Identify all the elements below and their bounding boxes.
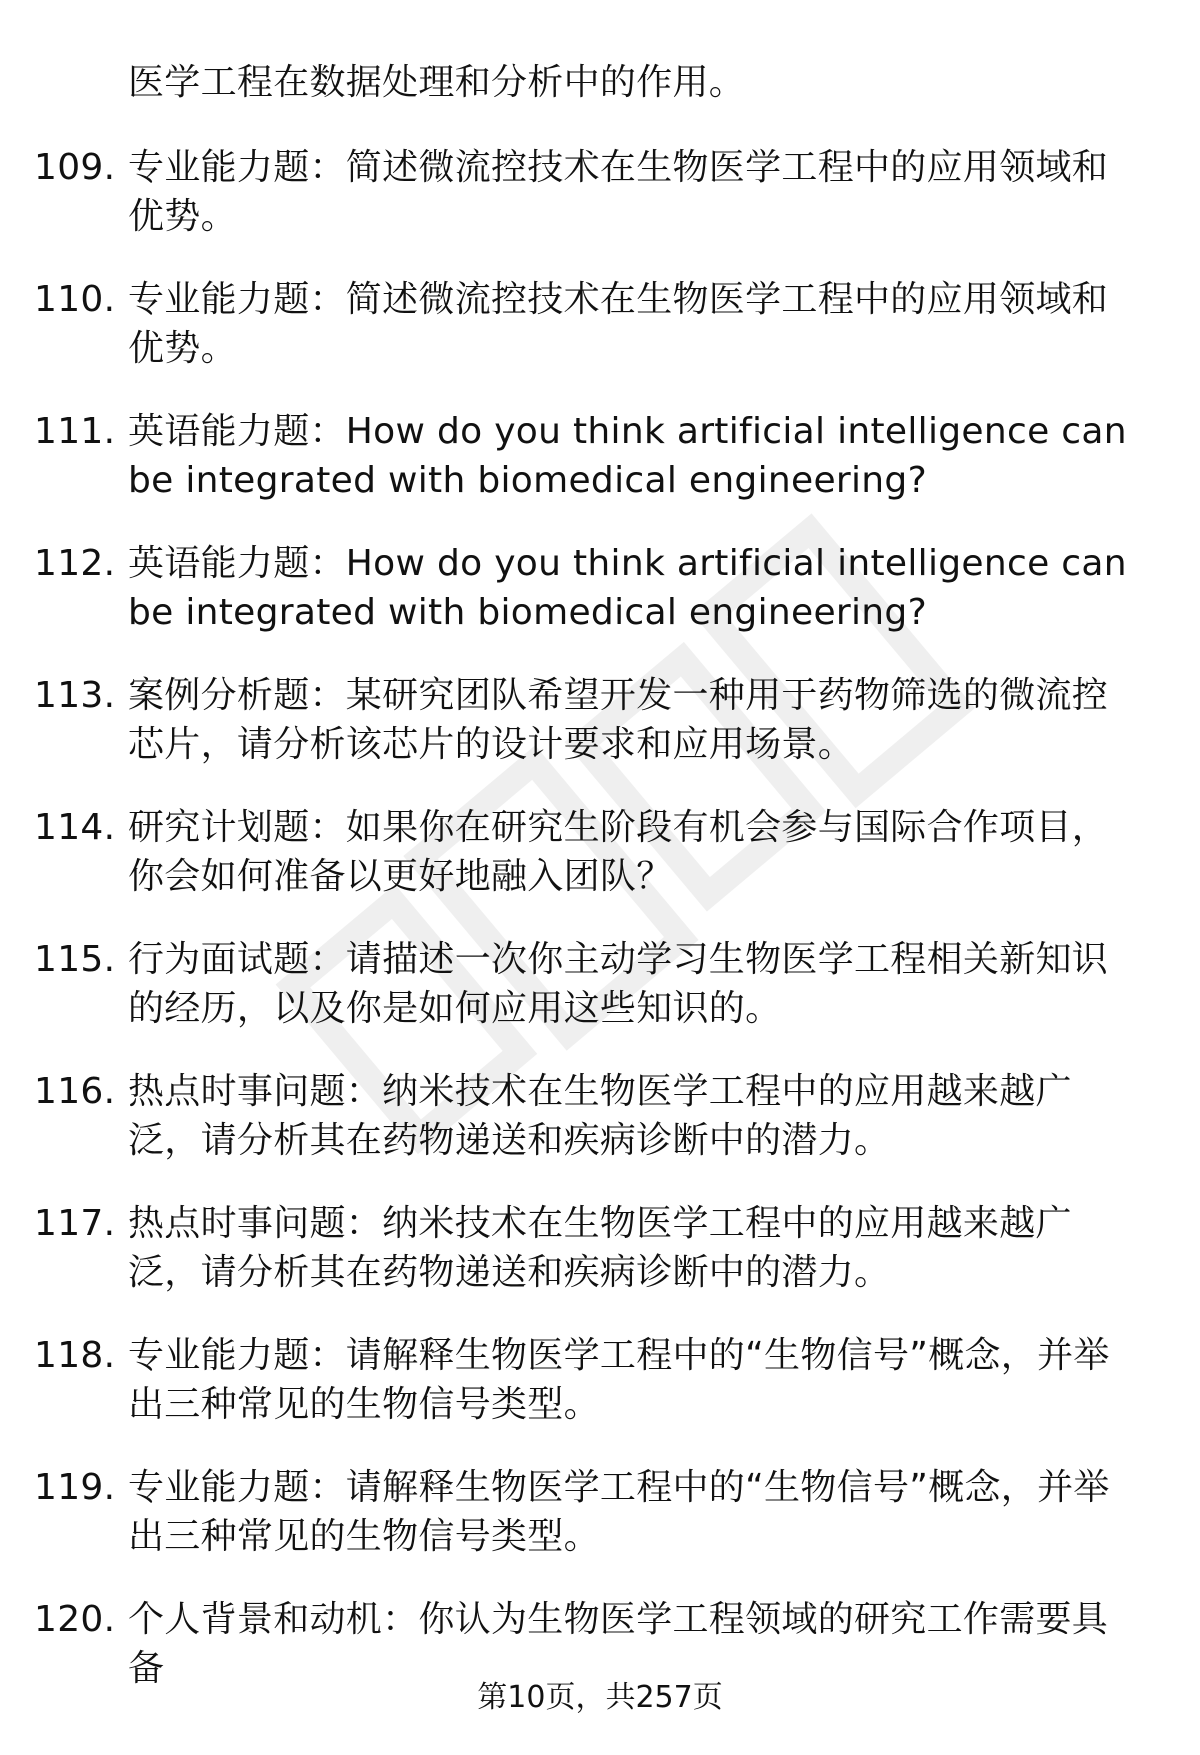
item-number: 115. <box>34 939 116 980</box>
question-list <box>0 58 1200 1727</box>
list-item <box>0 1463 1138 1561</box>
list-item <box>0 1331 1138 1429</box>
item-text: 专业能力题：简述微流控技术在生物医学工程中的应用领域和优势。 <box>128 147 1109 237</box>
continuation-text: 医学工程在数据处理和分析中的作用。 <box>128 62 746 103</box>
item-number: 109. <box>34 147 116 188</box>
item-text: 专业能力题：请解释生物医学工程中的“生物信号”概念，并举出三种常见的生物信号类型。 <box>128 1335 1110 1425</box>
item-text: 行为面试题：请描述一次你主动学习生物医学工程相关新知识的经历，以及你是如何应用这些知识的。 <box>128 939 1109 1029</box>
item-number: 118. <box>34 1335 116 1376</box>
item-number: 113. <box>34 675 116 716</box>
item-number: 117. <box>34 1203 116 1244</box>
list-item <box>0 407 1138 505</box>
item-text: 案例分析题：某研究团队希望开发一种用于药物筛选的微流控芯片，请分析该芯片的设计要求和应用场景。 <box>128 675 1109 765</box>
item-number: 116. <box>34 1071 116 1112</box>
item-text: 英语能力题：How do you think artificial intelligence can be integrated with biomedical engineering? <box>128 411 1127 501</box>
item-number: 114. <box>34 807 116 848</box>
list-item <box>0 539 1138 637</box>
item-text: 专业能力题：请解释生物医学工程中的“生物信号”概念，并举出三种常见的生物信号类型。 <box>128 1467 1110 1557</box>
item-text: 专业能力题：简述微流控技术在生物医学工程中的应用领域和优势。 <box>128 279 1109 369</box>
list-item <box>0 1067 1138 1165</box>
item-number: 110. <box>34 279 116 320</box>
item-number: 120. <box>34 1599 116 1640</box>
item-text: 研究计划题：如果你在研究生阶段有机会参与国际合作项目，你会如何准备以更好地融入团队？ <box>128 807 1109 897</box>
item-number: 111. <box>34 411 116 452</box>
item-text: 热点时事问题：纳米技术在生物医学工程中的应用越来越广泛，请分析其在药物递送和疾病诊断中的潜力。 <box>128 1203 1072 1293</box>
list-item <box>0 803 1138 901</box>
list-item <box>0 671 1138 769</box>
item-text: 个人背景和动机：你认为生物医学工程领域的研究工作需要具备 <box>128 1599 1109 1689</box>
item-text: 热点时事问题：纳米技术在生物医学工程中的应用越来越广泛，请分析其在药物递送和疾病诊断中的潜力。 <box>128 1071 1072 1161</box>
list-item <box>0 1199 1138 1297</box>
list-item <box>0 935 1138 1033</box>
list-item <box>0 275 1138 373</box>
item-text: 英语能力题：How do you think artificial intelligence can be integrated with biomedical engineering? <box>128 543 1127 633</box>
item-number: 112. <box>34 543 116 584</box>
page-footer: 第10页，共257页 <box>477 1680 723 1715</box>
list-item <box>0 143 1138 241</box>
item-number: 119. <box>34 1467 116 1508</box>
